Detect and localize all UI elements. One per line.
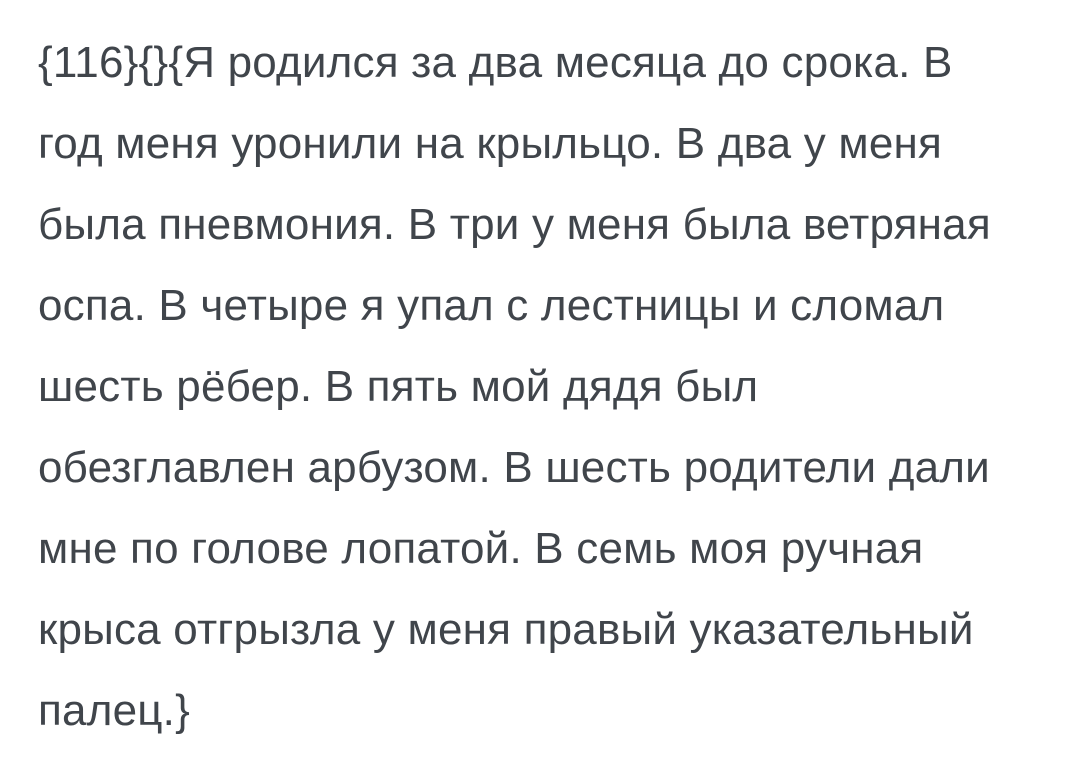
text-line: мне по голове лопатой. В семь моя ручная: [38, 524, 924, 573]
text-line: шесть рёбер. В пять мой дядя был: [38, 362, 759, 411]
text-line: обезглавлен арбузом. В шесть родители дали: [38, 443, 990, 492]
text-line: крыса отгрызла у меня правый указательный: [38, 605, 974, 654]
text-line: палец.}: [38, 686, 190, 735]
text-line: год меня уронили на крыльцо. В два у меня: [38, 119, 943, 168]
text-line: оспа. В четыре я упал с лестницы и сломал: [38, 281, 945, 330]
text-line: была пневмония. В три у меня была ветряная: [38, 200, 991, 249]
text-line: {116}{}{Я родился за два месяца до срока. В: [38, 38, 953, 87]
